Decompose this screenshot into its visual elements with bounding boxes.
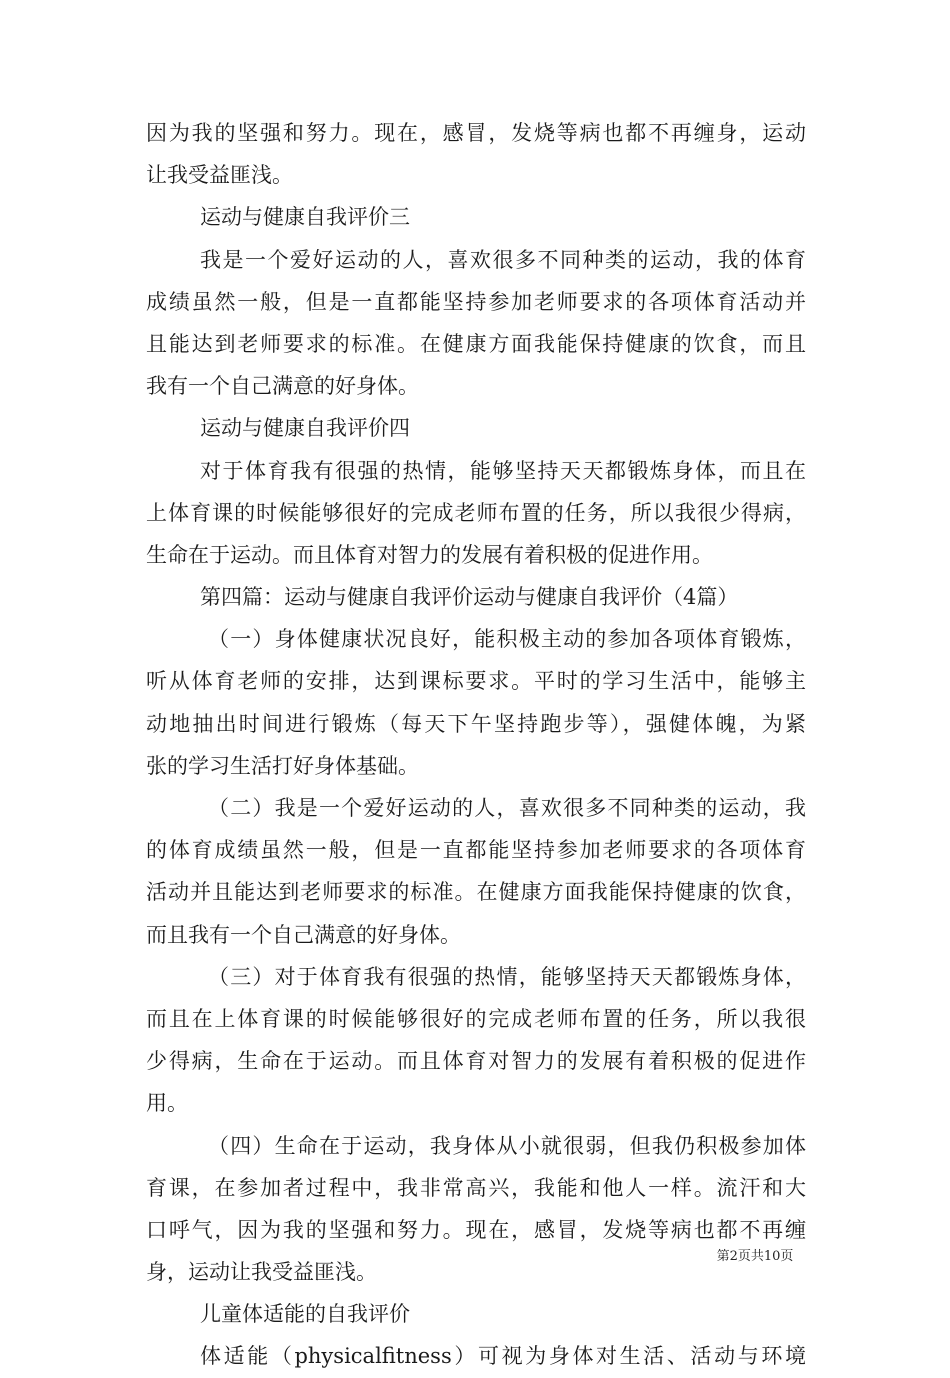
text-line: 的体育成绩虽然一般，但是一直都能坚持参加老师要求的各项体育 [146,838,806,863]
text-line: 身，运动让我受益匪浅。 [146,1260,377,1285]
page-number-footer: 第2页共10页 [716,1249,794,1264]
text-line: 且能达到老师要求的标准。在健康方面我能保持健康的饮食，而且 [146,331,806,356]
text-line: 我有一个自己满意的好身体。 [146,374,419,399]
text-line: 运动与健康自我评价三 [200,205,410,230]
text-line: 因为我的坚强和努力。现在，感冒，发烧等病也都不再缠身，运动 [146,121,806,145]
text-line: （四）生命在于运动，我身体从小就很弱，但我仍积极参加体 [208,1133,806,1158]
text-line: 第四篇：运动与健康自我评价运动与健康自我评价（4篇） [200,585,739,610]
text-line: 而且我有一个自己满意的好身体。 [146,922,461,947]
text-line: 体适能（physicalfitness）可视为身体对生活、活动与环境 [200,1344,806,1369]
document-body [146,112,806,1378]
text-line: 少得病，生命在于运动。而且体育对智力的发展有着积极的促进作 [146,1049,806,1074]
text-line: （一）身体健康状况良好，能积极主动的参加各项体育锻炼， [208,627,806,652]
text-line: 用。 [146,1091,188,1116]
text-line: 上体育课的时候能够很好的完成老师布置的任务，所以我很少得病， [146,500,806,525]
text-line: 张的学习生活打好身体基础。 [146,753,419,778]
text-line: 听从体育老师的安排，达到课标要求。平时的学习生活中，能够主 [146,669,806,694]
text-line: 活动并且能达到老师要求的标准。在健康方面我能保持健康的饮食， [146,880,806,905]
text-line: （三）对于体育我有很强的热情，能够坚持天天都锻炼身体， [208,964,806,989]
text-line: 对于体育我有很强的热情，能够坚持天天都锻炼身体，而且在 [200,458,806,483]
text-line: 口呼气，因为我的坚强和努力。现在，感冒，发烧等病也都不再缠 [146,1217,806,1242]
text-line: 而且在上体育课的时候能够很好的完成老师布置的任务，所以我很 [146,1006,806,1031]
text-line: 儿童体适能的自我评价 [200,1302,410,1327]
text-line: 育课，在参加者过程中，我非常高兴，我能和他人一样。流汗和大 [146,1175,806,1200]
text-line: 生命在于运动。而且体育对智力的发展有着积极的促进作用。 [146,542,713,567]
text-line: 成绩虽然一般，但是一直都能坚持参加老师要求的各项体育活动并 [146,289,806,314]
text-line: 我是一个爱好运动的人，喜欢很多不同种类的运动，我的体育 [200,247,806,272]
text-line: 让我受益匪浅。 [146,163,293,188]
text-line: （二）我是一个爱好运动的人，喜欢很多不同种类的运动，我 [208,796,806,820]
text-line: 运动与健康自我评价四 [200,416,410,441]
text-line: 动地抽出时间进行锻炼（每天下午坚持跑步等），强健体魄，为紧 [146,711,806,736]
